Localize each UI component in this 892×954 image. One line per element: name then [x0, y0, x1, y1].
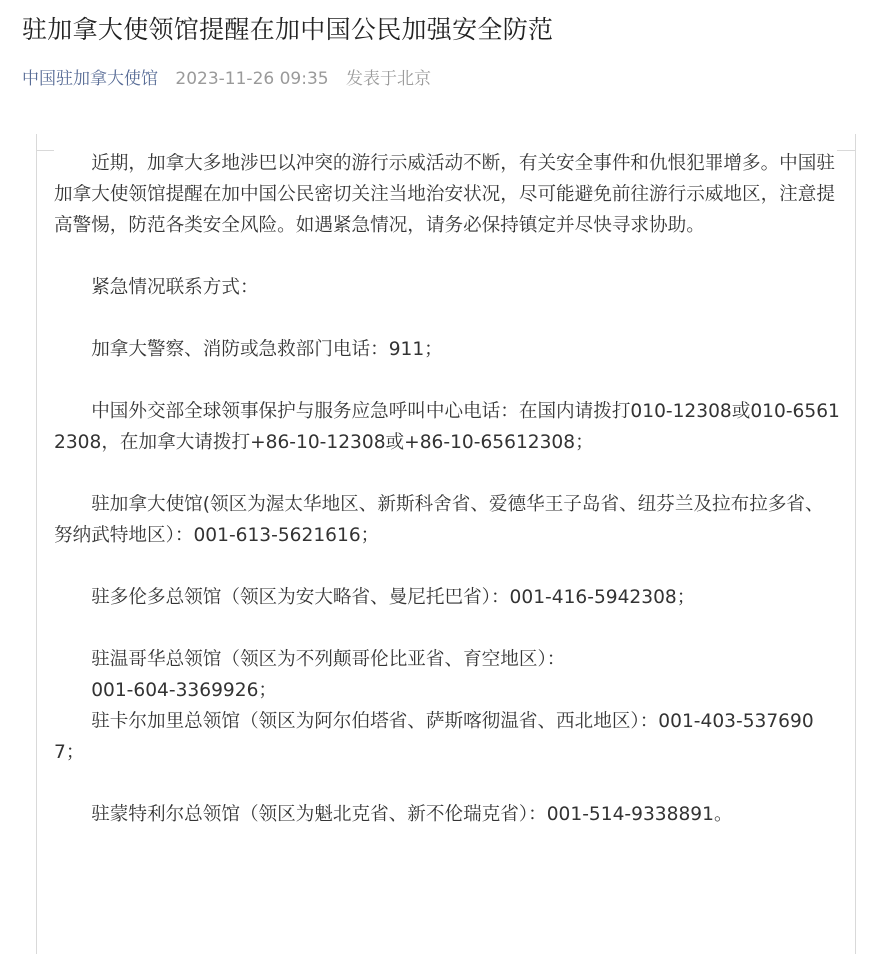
paragraph-gap [54, 241, 840, 272]
paragraph-consulate-vancouver: 驻温哥华总领馆（领区为不列颠哥伦比亚省、育空地区）： [91, 649, 566, 670]
article-body [54, 148, 840, 830]
paragraph-gap [54, 303, 840, 334]
paragraph-gap [54, 551, 840, 582]
article-title: 驻加拿大使领馆提醒在加中国公民加强安全防范 [22, 15, 554, 44]
paragraph-canada-emergency: 加拿大警察、消防或急救部门电话：911； [91, 339, 443, 360]
paragraph-mfa-hotline: 中国外交部全球领事保护与服务应急呼叫中心电话：在国内请拨打010-12308或010-65612308，在加拿大请拨打+86-10-12308或+86-10-65612308； [54, 401, 840, 453]
paragraph-gap [54, 458, 840, 489]
publish-time: 2023-11-26 09:35 [175, 69, 329, 89]
paragraph-contacts-heading: 紧急情况联系方式： [91, 277, 259, 298]
publish-location: 发表于北京 [346, 69, 432, 89]
article-meta [22, 66, 431, 92]
paragraph-gap [54, 768, 840, 799]
paragraph-gap [54, 365, 840, 396]
paragraph-consulate-montreal: 驻蒙特利尔总领馆（领区为魁北克省、新不伦瑞克省）：001-514-9338891。 [91, 804, 733, 825]
article-header [0, 0, 892, 120]
source-link[interactable]: 中国驻加拿大使馆 [22, 69, 158, 89]
paragraph-consulate-toronto: 驻多伦多总领馆（领区为安大略省、曼尼托巴省）：001-416-5942308； [91, 587, 696, 608]
paragraph-intro: 近期，加拿大多地涉巴以冲突的游行示威活动不断，有关安全事件和仇恨犯罪增多。中国驻加拿大使领馆提醒在加中国公民密切关注当地治安状况，尽可能避免前往游行示威地区，注意提高警惕，防范各类安全风险。如遇紧急情况，请务必保持镇定并尽快寻求协助。 [54, 153, 835, 236]
paragraph-vancouver-phone: 001-604-3369926； [91, 680, 277, 701]
frame-corner-left [36, 150, 54, 151]
paragraph-embassy-ottawa: 驻加拿大使馆(领区为渥太华地区、新斯科舍省、爱德华王子岛省、纽芬兰及拉布拉多省、努纳武特地区）：001-613-5621616； [54, 494, 824, 546]
paragraph-consulate-calgary: 驻卡尔加里总领馆（领区为阿尔伯塔省、萨斯喀彻温省、西北地区）：001-403-5376907； [54, 711, 814, 763]
paragraph-gap [54, 613, 840, 644]
